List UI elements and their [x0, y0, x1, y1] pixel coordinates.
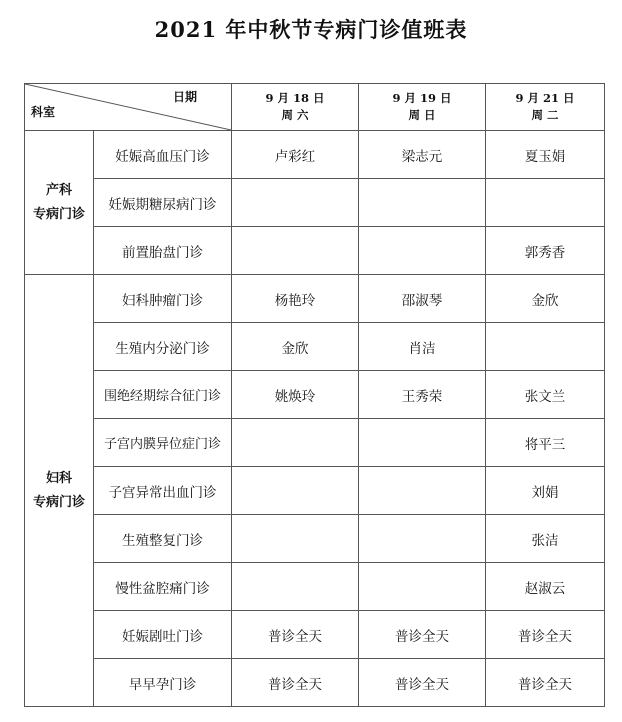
date-label: 日期 — [172, 90, 197, 104]
duty-cell: 将平三 — [486, 419, 605, 467]
duty-cell — [232, 179, 359, 227]
duty-cell: 张文兰 — [486, 371, 605, 419]
table-row — [25, 611, 605, 659]
duty-cell — [232, 563, 359, 611]
clinic-cell: 妊娠期糖尿病门诊 — [94, 179, 232, 227]
duty-cell: 普诊全天 — [486, 611, 605, 659]
table-row — [25, 467, 605, 515]
department-name: 妇科 — [45, 470, 72, 486]
duty-cell — [486, 179, 605, 227]
date-header-cell — [359, 84, 486, 131]
weekday-text: 周 日 — [408, 108, 436, 122]
duty-cell — [359, 467, 486, 515]
table-row — [25, 179, 605, 227]
duty-cell — [232, 515, 359, 563]
department-name: 专病门诊 — [32, 494, 85, 510]
duty-cell — [486, 323, 605, 371]
duty-cell: 肖洁 — [359, 323, 486, 371]
header-row — [25, 84, 605, 131]
clinic-cell: 子宫异常出血门诊 — [94, 467, 232, 515]
duty-cell: 普诊全天 — [232, 611, 359, 659]
page-title: 2021 年中秋节专病门诊值班表 — [154, 17, 468, 42]
duty-cell: 普诊全天 — [232, 659, 359, 707]
date-header-cell — [232, 84, 359, 131]
table-row — [25, 131, 605, 179]
duty-cell — [232, 227, 359, 275]
clinic-cell: 围绝经期综合征门诊 — [94, 371, 232, 419]
clinic-cell: 妇科肿瘤门诊 — [94, 275, 232, 323]
duty-cell — [359, 419, 486, 467]
duty-cell: 邵淑琴 — [359, 275, 486, 323]
duty-cell — [359, 515, 486, 563]
duty-cell — [359, 179, 486, 227]
table-row — [25, 659, 605, 707]
table-row — [25, 515, 605, 563]
table-row — [25, 275, 605, 323]
dept-label: 科室 — [31, 105, 56, 119]
duty-cell: 王秀荣 — [359, 371, 486, 419]
header-corner-cell — [25, 84, 232, 131]
date-header-cell — [486, 84, 605, 131]
department-name: 产科 — [45, 182, 72, 198]
date-text: 9 月 18 日 — [265, 91, 325, 105]
department-name: 专病门诊 — [32, 206, 85, 222]
duty-cell — [232, 419, 359, 467]
department-cell — [25, 275, 94, 707]
duty-cell: 姚焕玲 — [232, 371, 359, 419]
date-text: 9 月 21 日 — [515, 91, 575, 105]
duty-cell — [359, 563, 486, 611]
table-row — [25, 419, 605, 467]
duty-cell: 金欣 — [486, 275, 605, 323]
department-cell — [25, 131, 94, 275]
table-row — [25, 371, 605, 419]
weekday-text: 周 六 — [281, 108, 309, 122]
weekday-text: 周 二 — [531, 108, 559, 122]
duty-cell: 赵淑云 — [486, 563, 605, 611]
clinic-cell: 早早孕门诊 — [94, 659, 232, 707]
duty-cell: 郭秀香 — [486, 227, 605, 275]
duty-cell: 金欣 — [232, 323, 359, 371]
clinic-cell: 生殖整复门诊 — [94, 515, 232, 563]
date-text: 9 月 19 日 — [392, 91, 452, 105]
diagonal-divider — [25, 84, 231, 130]
clinic-cell: 妊娠剧吐门诊 — [94, 611, 232, 659]
duty-cell: 夏玉娟 — [486, 131, 605, 179]
duty-cell: 卢彩红 — [232, 131, 359, 179]
duty-cell: 刘娟 — [486, 467, 605, 515]
duty-cell: 梁志元 — [359, 131, 486, 179]
duty-cell — [359, 227, 486, 275]
duty-cell — [232, 467, 359, 515]
duty-cell: 普诊全天 — [359, 611, 486, 659]
clinic-cell: 前置胎盘门诊 — [94, 227, 232, 275]
clinic-cell: 慢性盆腔痛门诊 — [94, 563, 232, 611]
duty-cell: 杨艳玲 — [232, 275, 359, 323]
duty-cell: 张洁 — [486, 515, 605, 563]
duty-cell: 普诊全天 — [486, 659, 605, 707]
table-row — [25, 227, 605, 275]
clinic-cell: 生殖内分泌门诊 — [94, 323, 232, 371]
table-row — [25, 563, 605, 611]
duty-cell: 普诊全天 — [359, 659, 486, 707]
clinic-cell: 子宫内膜异位症门诊 — [94, 419, 232, 467]
clinic-cell: 妊娠高血压门诊 — [94, 131, 232, 179]
duty-table — [24, 83, 605, 707]
table-row — [25, 323, 605, 371]
